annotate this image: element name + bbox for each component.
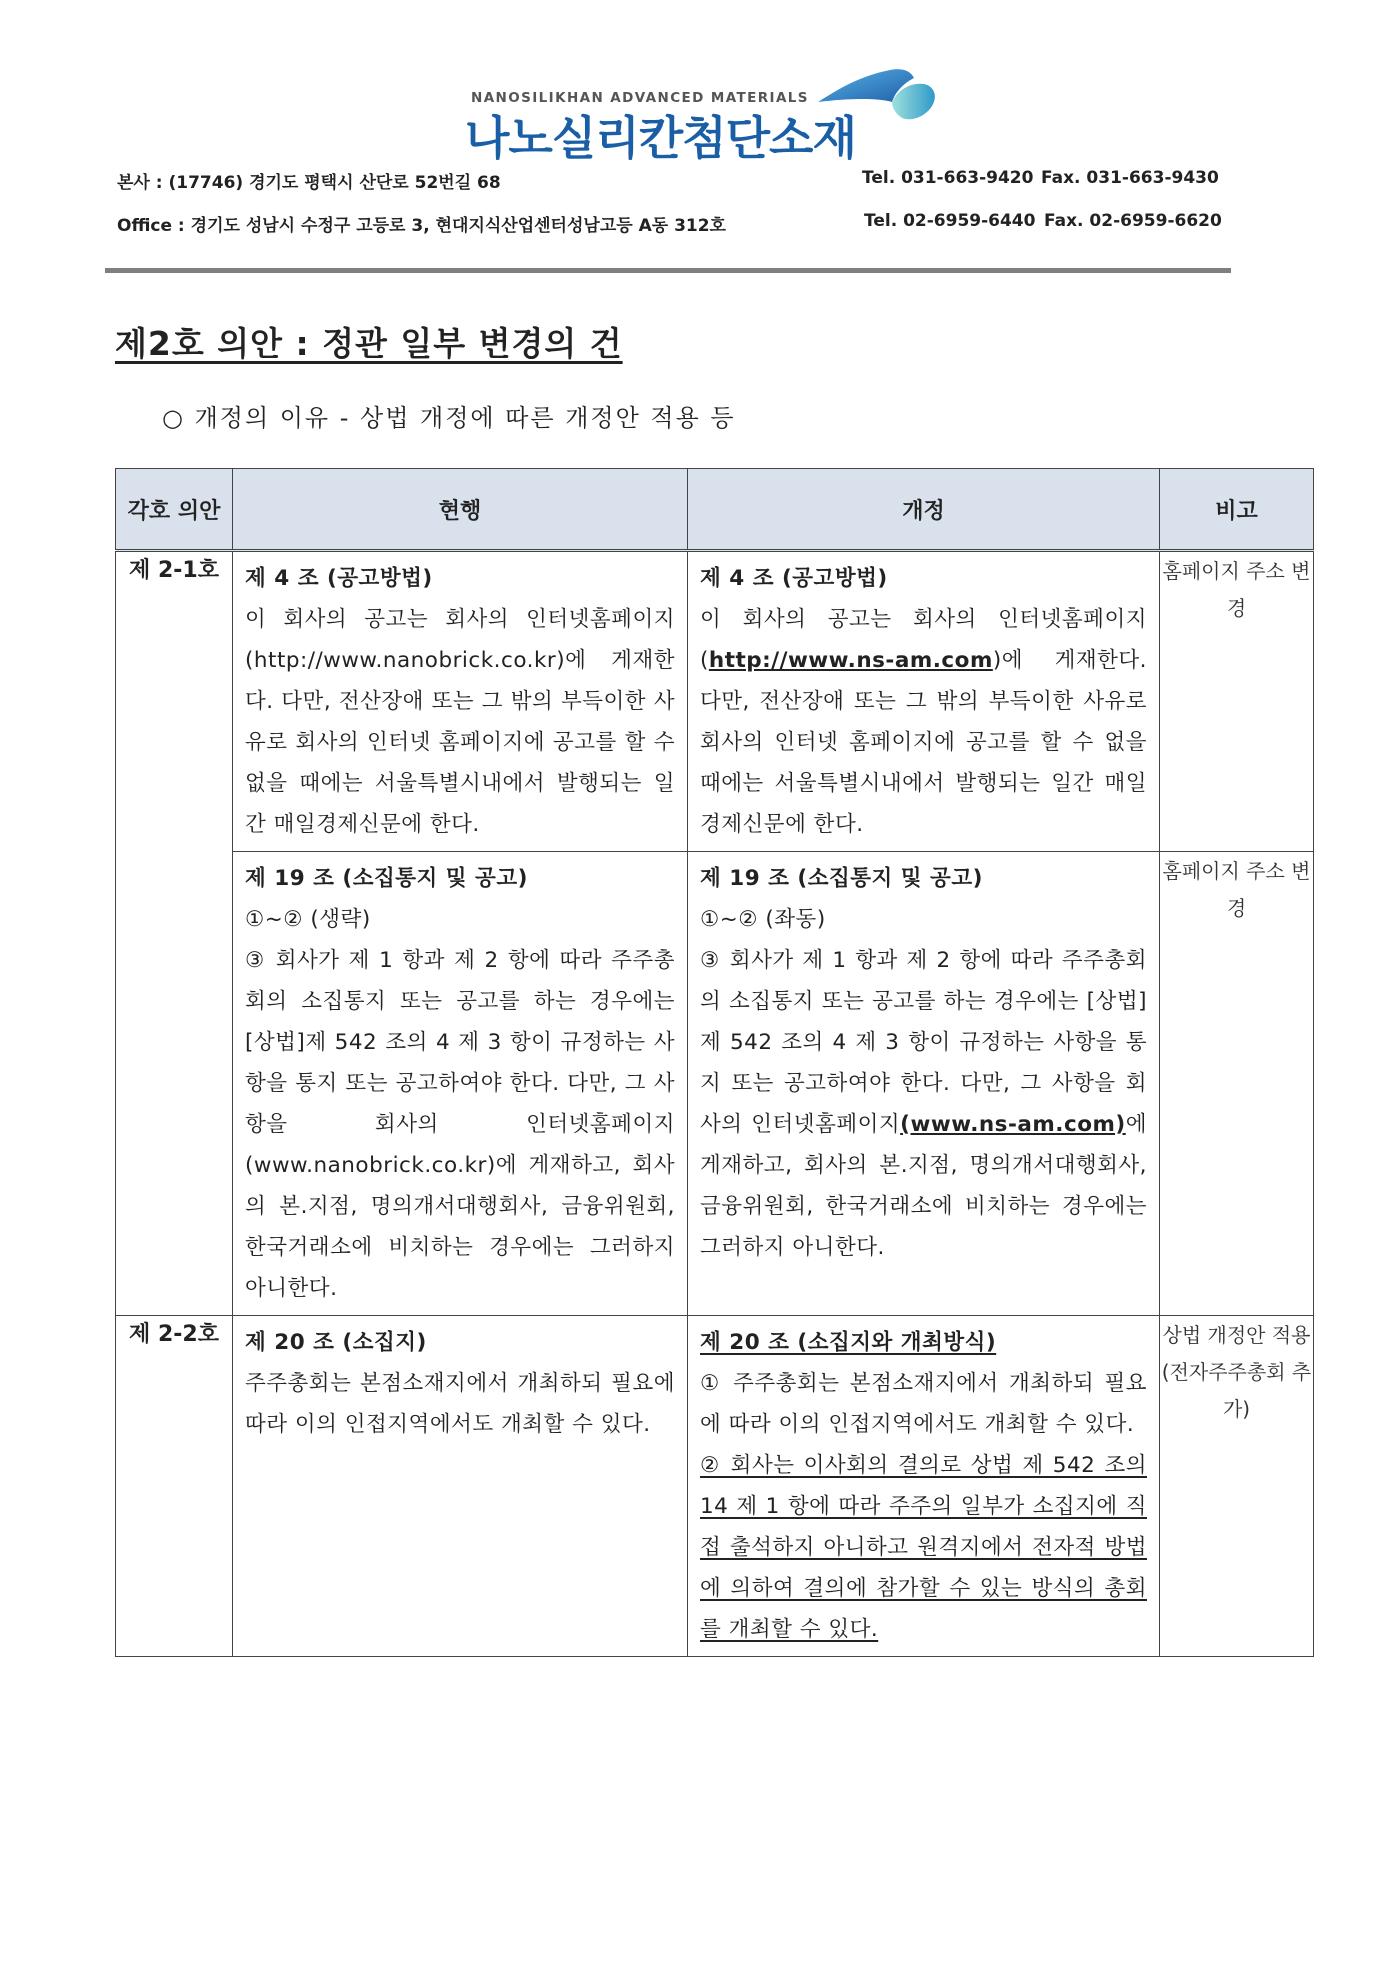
current-article-title: 제 4 조 (공고방법) xyxy=(245,566,433,591)
company-logo xyxy=(465,68,945,168)
agenda-number: 제 2-1호 xyxy=(116,551,233,1316)
note-cell: 홈페이지 주소 변경 xyxy=(1160,852,1314,1316)
header-divider xyxy=(105,268,1231,273)
current-article-title: 제 20 조 (소집지) xyxy=(245,1330,427,1355)
office-fax: Fax. 02-6959-6620 xyxy=(1044,211,1222,231)
current-article-body: 이 회사의 공고는 회사의 인터넷홈페이지(http://www.nanobrick.co.kr)에 게재한다. 다만, 전산장애 또는 그 밖의 부득이한 사유로 회사의 인터넷 홈페이지에 공고를 할 수 없을 때에는 서울특별시내에서 발행되는 일간 매일경제신문에 한다. xyxy=(245,607,675,837)
head-office-tel: Tel. 031-663-9420 xyxy=(862,168,1034,188)
revised-text: ③ 회사가 제 1 항과 제 2 항에 따라 주주총회의 소집통지 또는 공고를 하는 경우에는 [상법]제 542 조의 4 제 3 항이 규정하는 사항을 통지 또는 공고하여야 한다. 다만, 그 사항을 회사의 인터넷홈페이지 xyxy=(700,948,1147,1137)
current-article-body: ③ 회사가 제 1 항과 제 2 항에 따라 주주총회의 소집통지 또는 공고를 하는 경우에는 [상법]제 542 조의 4 제 3 항이 규정하는 사항을 통지 또는 공고하여야 한다. 다만, 그 사항을 회사의 인터넷홈페이지(www.nanobrick.co.kr)에 게재하고, 회사의 본.지점, 명의개서대행회사, 금융위원회, 한국거래소에 비치하는 경우에는 그러하지 아니한다. xyxy=(245,948,675,1301)
table-header-row xyxy=(116,469,1314,551)
revised-article-line: ①~② (좌동) xyxy=(700,907,826,932)
revised-text: 에 게재하고, 회사의 본.지점, 명의개서대행회사, 금융위원회, 한국거래소에 비치하는 경우에는 그러하지 아니한다. xyxy=(700,1112,1147,1260)
current-article-line: ①~② (생략) xyxy=(245,907,371,932)
office-address: Office : 경기도 성남시 수정구 고등로 3, 현대지식산업센터성남고등 A동 312호 xyxy=(117,216,726,236)
header-note: 비고 xyxy=(1160,469,1314,551)
revised-homepage-link[interactable]: (www.ns-am.com) xyxy=(900,1112,1126,1137)
header-current: 현행 xyxy=(233,469,688,551)
logo-english-name: NANOSILIKHAN ADVANCED MATERIALS xyxy=(471,90,809,106)
header-revised: 개정 xyxy=(688,469,1160,551)
table-row xyxy=(116,551,1314,852)
revised-article-cell xyxy=(688,551,1160,852)
revised-homepage-link[interactable]: http://www.ns-am.com xyxy=(708,648,993,673)
revised-article-cell xyxy=(688,1316,1160,1657)
revised-text: 이 회사의 공고는 회사의 인터넷홈페이지( xyxy=(700,607,1147,673)
revised-text: )에 게재한다. 다만, 전산장애 또는 그 밖의 부득이한 사유로 회사의 인터넷 홈페이지에 공고를 할 수 없을 때에는 서울특별시내에서 발행되는 일간 매일경제신문에 한다. xyxy=(700,648,1147,837)
agenda-number: 제 2-2호 xyxy=(116,1316,233,1657)
revised-article-title: 제 4 조 (공고방법) xyxy=(700,566,888,591)
current-article-body: 주주총회는 본점소재지에서 개최하되 필요에 따라 이의 인접지역에서도 개최할 수 있다. xyxy=(245,1371,675,1437)
logo-korean-name: 나노실리칸첨단소재 xyxy=(465,111,856,165)
revised-added-clause: ② 회사는 이사회의 결의로 상법 제 542 조의 14 제 1 항에 따라 주주의 일부가 소집지에 직접 출석하지 아니하고 원격지에서 전자적 방법에 의하여 결의에 참가할 수 있는 방식의 총회를 개최할 수 있다. xyxy=(700,1453,1147,1642)
revised-article-body xyxy=(700,940,1147,1268)
head-office-fax: Fax. 031-663-9430 xyxy=(1041,168,1219,188)
note-cell: 홈페이지 주소 변경 xyxy=(1160,551,1314,852)
table-row xyxy=(116,852,1314,1316)
revised-article-cell xyxy=(688,852,1160,1316)
revised-article-body xyxy=(700,599,1147,845)
wave-logo-icon xyxy=(810,68,940,138)
office-tel: Tel. 02-6959-6440 xyxy=(864,211,1036,231)
current-article-cell xyxy=(233,551,688,852)
amendment-table xyxy=(115,468,1314,1657)
current-article-cell xyxy=(233,852,688,1316)
revised-article-body: ① 주주총회는 본점소재지에서 개최하되 필요에 따라 이의 인접지역에서도 개최할 수 있다. xyxy=(700,1371,1147,1437)
current-article-title: 제 19 조 (소집통지 및 공고) xyxy=(245,866,528,891)
head-office-address: 본사 : (17746) 경기도 평택시 산단로 52번길 68 xyxy=(117,173,501,193)
agenda-title: 제2호 의안 : 정관 일부 변경의 건 xyxy=(115,324,623,363)
note-cell: 상법 개정안 적용 (전자주주총회 추가) xyxy=(1160,1316,1314,1657)
revised-article-title: 제 19 조 (소집통지 및 공고) xyxy=(700,866,983,891)
table-row xyxy=(116,1316,1314,1657)
revised-article-title: 제 20 조 (소집지와 개최방식) xyxy=(700,1330,997,1355)
current-article-cell xyxy=(233,1316,688,1657)
header-item: 각호 의안 xyxy=(116,469,233,551)
amendment-reason: ○ 개정의 이유 - 상법 개정에 따른 개정안 적용 등 xyxy=(162,404,736,432)
